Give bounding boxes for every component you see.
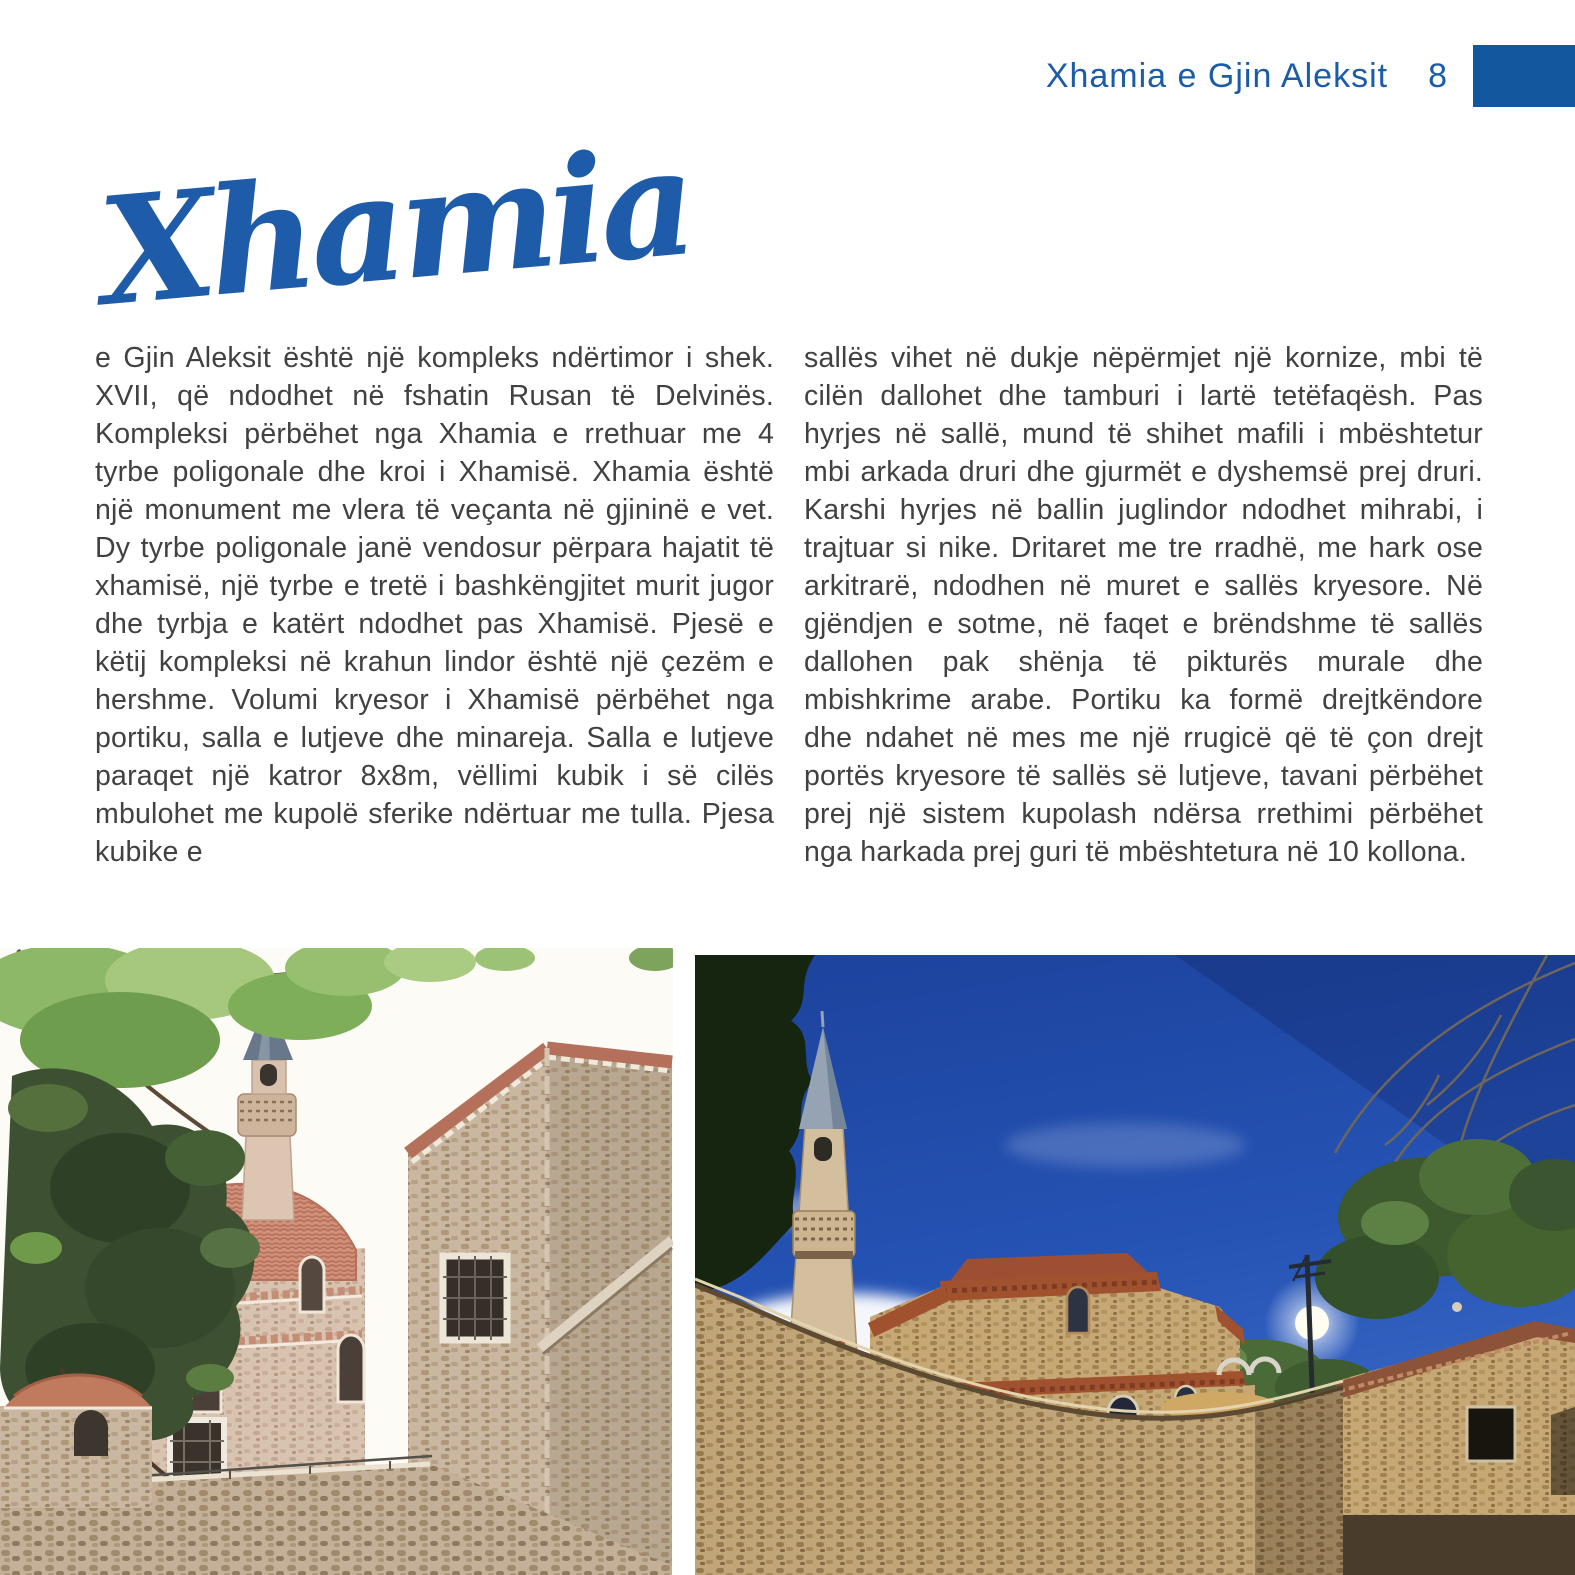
minaret-balcony	[238, 1094, 296, 1136]
article-columns	[95, 339, 1483, 871]
minaret-opening	[260, 1064, 277, 1086]
photo-mosque-dusk	[695, 955, 1575, 1575]
article-right-column: sallës vihet në dukje nëpërmjet një kornize, mbi të cilën dallohet dhe tamburi i lartë tetëfaqësh. Pas hyrjes në sallë, mund të shihet mafili i mbështetur mbi arkada druri dhe gjurmët e dyshemsë prej druri. Karshi hyrjes në ballin juglindor ndodhet mihrabi, i trajtuar si nike. Dritaret me tre rradhë, me hark ose arkitrarë, ndodhen në muret e sallës kryesore. Në gjëndjen e sotme, në faqet e brëndshme të sallës dallohen pak shënja të pikturës murale dhe mbishkrime arabe. Portiku ka formë drejtkëndore dhe ndahet në mes me një rrugicë që të çon drejt portës kryesore të sallës së lutjeve, tavani përbëhet prej një sistem kupolash ndërsa rrethimi përbëhet nga harkada prej guri të mbështetura në 10 kollona.	[804, 342, 1483, 868]
building-window	[1467, 1407, 1515, 1461]
header-title: Xhamia e Gjin Aleksit	[1045, 56, 1389, 95]
tyrbe	[0, 1374, 152, 1509]
page-number: 8	[1428, 56, 1447, 95]
photo-mosque-day	[0, 948, 673, 1575]
arched-window	[300, 1257, 324, 1312]
header-accent-block	[1473, 45, 1575, 107]
right-photo-illustration	[695, 955, 1575, 1575]
script-title: Xhamia	[93, 114, 698, 340]
page-header	[1046, 44, 1575, 108]
left-photo-illustration	[0, 948, 673, 1575]
article-left-column: e Gjin Aleksit është një kompleks ndërtimor i shek. XVII, që ndodhet në fshatin Rusan të Delvinës. Kompleksi përbëhet nga Xhamia e rrethuar me 4 tyrbe poligonale dhe kroi i Xhamisë. Xhamia është një monument me vlera të veçanta në gjininë e vet. Dy tyrbe poligonale janë vendosur përpara hajatit të xhamisë, një tyrbe e tretë i bashkëngjitet murit jugor dhe tyrbja e katërt ndodhet pas Xhamisë. Pjesë e këtij kompleksi në krahun lindor është një çezëm e hershme. Volumi kryesor i Xhamisë përbëhet nga portiku, salla e lutjeve dhe minareja. Salla e lutjeve paraqet një katror 8x8m, vëllimi kubik i së cilës mbulohet me kupolë sferike ndërtuar me tulla. Pjesa kubike e	[95, 342, 774, 868]
minaret-opening	[814, 1137, 832, 1161]
tyrbe-window	[74, 1410, 108, 1456]
